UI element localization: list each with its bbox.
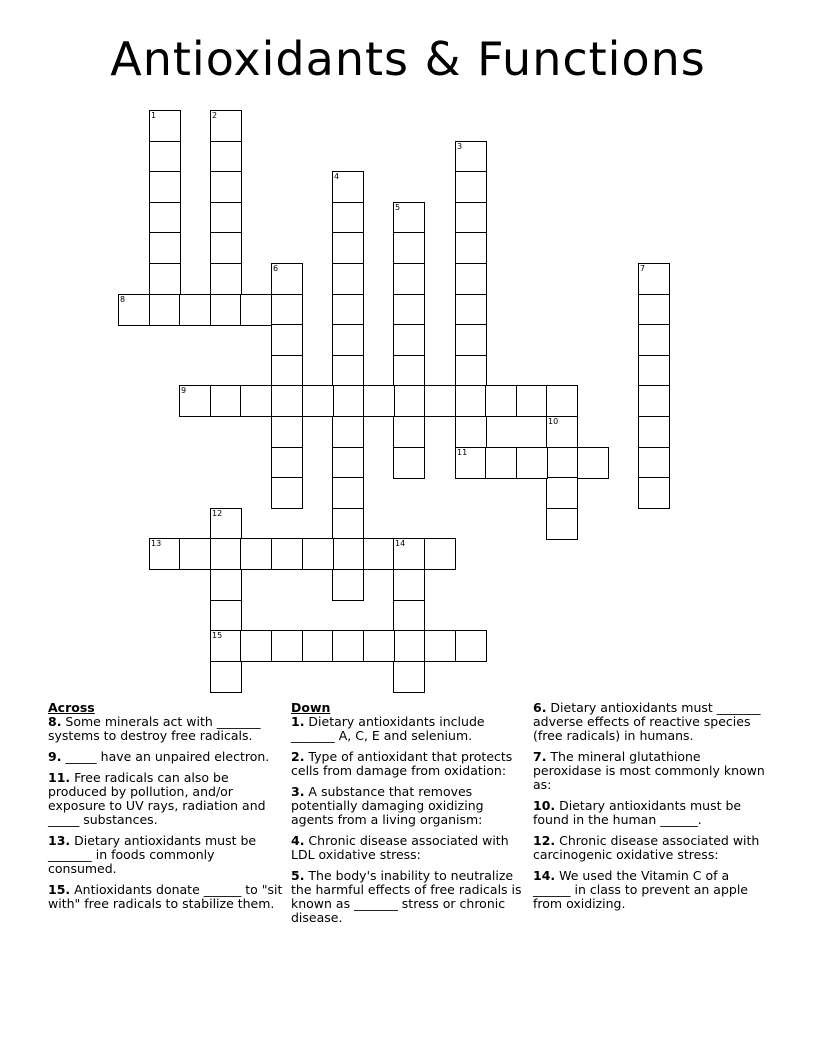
clue-item (48, 883, 284, 911)
clue-item (48, 834, 284, 876)
clue-number-label: 1. (291, 714, 305, 729)
grid-cell[interactable] (363, 630, 395, 662)
clue-number-label: 14. (533, 868, 556, 883)
grid-cell[interactable] (577, 447, 609, 479)
grid-cell[interactable] (332, 202, 364, 234)
grid-cell[interactable] (393, 569, 425, 601)
grid-cell[interactable] (332, 294, 364, 326)
grid-cell[interactable] (332, 324, 364, 356)
grid-cell[interactable] (393, 630, 425, 662)
clue-number-label: 11. (48, 770, 71, 785)
grid-cell[interactable] (363, 385, 395, 417)
clue-number-label: 13. (48, 833, 71, 848)
grid-cell[interactable] (455, 324, 487, 356)
clue-number: 15 (212, 631, 223, 640)
clue-text: The mineral glutathione peroxidase is most commonly known as: (533, 749, 765, 792)
clue-number-label: 6. (533, 700, 547, 715)
clue-number: 5 (395, 203, 401, 212)
grid-cell[interactable] (149, 141, 181, 173)
grid-cell[interactable] (485, 385, 517, 417)
clue-number-label: 4. (291, 833, 305, 848)
clue-number-label: 2. (291, 749, 305, 764)
grid-cell[interactable] (332, 232, 364, 264)
grid-cell[interactable] (210, 508, 242, 540)
clue-text: Antioxidants donate ______ to "sit with" free radicals to stabilize them. (48, 882, 283, 911)
grid-cell[interactable] (455, 263, 487, 295)
grid-cell[interactable] (393, 324, 425, 356)
grid-cell[interactable] (271, 630, 303, 662)
clue-number-label: 8. (48, 714, 62, 729)
grid-cell[interactable] (638, 416, 670, 448)
clue-text: We used the Vitamin C of a ______ in class to prevent an apple from oxidizing. (533, 868, 748, 911)
grid-cell[interactable] (332, 385, 364, 417)
clue-item (291, 785, 525, 827)
clue-text: _____ have an unpaired electron. (61, 749, 270, 764)
grid-cell[interactable] (393, 232, 425, 264)
grid-cell[interactable] (149, 232, 181, 264)
grid-cell[interactable] (210, 294, 242, 326)
grid-cell[interactable] (210, 263, 242, 295)
grid-cell[interactable] (332, 538, 364, 570)
clue-text: Dietary antioxidants include _______ A, C, E and selenium. (291, 714, 485, 743)
clue-text: Chronic disease associated with LDL oxidative stress: (291, 833, 509, 862)
grid-cell[interactable] (149, 538, 181, 570)
grid-cell[interactable] (240, 538, 272, 570)
grid-cell[interactable] (149, 171, 181, 203)
across-heading: Across (48, 700, 95, 715)
grid-cell[interactable] (240, 385, 272, 417)
grid-cell[interactable] (393, 263, 425, 295)
clue-text: Dietary antioxidants must be _______ in foods commonly consumed. (48, 833, 257, 876)
clue-number-label: 5. (291, 868, 305, 883)
grid-cell[interactable] (638, 477, 670, 509)
grid-cell[interactable] (210, 630, 242, 662)
clue-item (533, 834, 768, 862)
grid-cell[interactable] (638, 263, 670, 295)
clue-number-label: 9. (48, 749, 62, 764)
grid-cell[interactable] (516, 447, 548, 479)
grid-cell[interactable] (393, 600, 425, 632)
clue-number-label: 12. (533, 833, 556, 848)
clue-text: Some minerals act with _______ systems to destroy free radicals. (48, 714, 261, 743)
puzzle-title: Antioxidants & Functions (110, 32, 706, 86)
grid-cell[interactable] (210, 232, 242, 264)
grid-cell[interactable] (302, 538, 334, 570)
grid-cell[interactable] (271, 416, 303, 448)
grid-cell[interactable] (271, 324, 303, 356)
grid-cell[interactable] (363, 538, 395, 570)
grid-cell[interactable] (546, 477, 578, 509)
grid-cell[interactable] (271, 355, 303, 387)
grid-cell[interactable] (638, 385, 670, 417)
clue-number-label: 3. (291, 784, 305, 799)
grid-cell[interactable] (210, 569, 242, 601)
clue-number-label: 15. (48, 882, 71, 897)
grid-cell[interactable] (638, 355, 670, 387)
clue-text: The body's inability to neutralize the harmful effects of free radicals is known as _______ stress or chronic disease. (291, 868, 522, 925)
grid-cell[interactable] (393, 447, 425, 479)
grid-cell[interactable] (455, 355, 487, 387)
clue-number: 10 (548, 417, 559, 426)
grid-cell[interactable] (455, 294, 487, 326)
grid-cell[interactable] (393, 416, 425, 448)
grid-cell[interactable] (546, 416, 578, 448)
grid-cell[interactable] (546, 447, 578, 479)
grid-cell[interactable] (210, 538, 242, 570)
clue-text: A substance that removes potentially damaging oxidizing agents from a living organism: (291, 784, 484, 827)
down-clues-column-2 (533, 701, 768, 918)
grid-cell[interactable] (179, 385, 211, 417)
grid-cell[interactable] (210, 171, 242, 203)
grid-cell[interactable] (302, 385, 334, 417)
clue-item (48, 750, 284, 764)
grid-cell[interactable] (149, 202, 181, 234)
grid-cell[interactable] (393, 385, 425, 417)
grid-cell[interactable] (332, 569, 364, 601)
clue-number: 7 (640, 264, 646, 273)
grid-cell[interactable] (393, 661, 425, 693)
grid-cell[interactable] (210, 661, 242, 693)
grid-cell[interactable] (149, 110, 181, 142)
clue-item (291, 715, 525, 743)
grid-cell[interactable] (179, 538, 211, 570)
grid-cell[interactable] (638, 324, 670, 356)
grid-cell[interactable] (546, 508, 578, 540)
clue-number-label: 7. (533, 749, 547, 764)
grid-cell[interactable] (149, 263, 181, 295)
clue-text: Free radicals can also be produced by pollution, and/or exposure to UV rays, radiation and _____ substances. (48, 770, 266, 827)
clue-number: 14 (395, 539, 406, 548)
grid-cell[interactable] (455, 141, 487, 173)
clue-number: 13 (151, 539, 162, 548)
grid-cell[interactable] (455, 232, 487, 264)
clue-item (291, 750, 525, 778)
grid-cell[interactable] (455, 416, 487, 448)
grid-cell[interactable] (638, 447, 670, 479)
grid-cell[interactable] (393, 355, 425, 387)
clue-item (48, 771, 284, 827)
grid-cell[interactable] (271, 538, 303, 570)
down-clues-column-1 (291, 701, 525, 932)
clue-text: Chronic disease associated with carcinogenic oxidative stress: (533, 833, 760, 862)
clue-item (533, 869, 768, 911)
clue-number: 11 (457, 448, 468, 457)
grid-cell[interactable] (210, 141, 242, 173)
grid-cell[interactable] (393, 294, 425, 326)
grid-cell[interactable] (332, 447, 364, 479)
clue-text: Dietary antioxidants must _______ adverse effects of reactive species (free radicals) in humans. (533, 700, 761, 743)
grid-cell[interactable] (118, 294, 150, 326)
grid-cell[interactable] (546, 385, 578, 417)
grid-cell[interactable] (332, 508, 364, 540)
across-clues (48, 701, 284, 918)
clue-item (533, 750, 768, 792)
grid-cell[interactable] (210, 202, 242, 234)
grid-cell[interactable] (455, 447, 487, 479)
clue-number: 1 (151, 111, 157, 120)
clue-number: 3 (457, 142, 463, 151)
down-heading: Down (291, 700, 331, 715)
grid-cell[interactable] (455, 385, 487, 417)
clue-number-label: 10. (533, 798, 556, 813)
grid-cell[interactable] (210, 110, 242, 142)
clue-item (533, 799, 768, 827)
grid-cell[interactable] (393, 202, 425, 234)
clue-item (533, 701, 768, 743)
clue-item (48, 715, 284, 743)
grid-cell[interactable] (271, 263, 303, 295)
grid-cell[interactable] (455, 630, 487, 662)
grid-cell[interactable] (332, 171, 364, 203)
grid-cell[interactable] (240, 294, 272, 326)
clue-text: Dietary antioxidants must be found in the human ______. (533, 798, 742, 827)
clue-text: Type of antioxidant that protects cells from damage from oxidation: (291, 749, 513, 778)
grid-cell[interactable] (393, 538, 425, 570)
grid-cell[interactable] (332, 416, 364, 448)
grid-cell[interactable] (332, 630, 364, 662)
grid-cell[interactable] (332, 477, 364, 509)
grid-cell[interactable] (424, 385, 456, 417)
grid-cell[interactable] (240, 630, 272, 662)
grid-cell[interactable] (424, 630, 456, 662)
grid-cell[interactable] (179, 294, 211, 326)
clue-number: 6 (273, 264, 279, 273)
grid-cell[interactable] (302, 630, 334, 662)
clue-number: 8 (120, 295, 126, 304)
grid-cell[interactable] (455, 202, 487, 234)
clue-number: 2 (212, 111, 218, 120)
clue-number: 4 (334, 172, 340, 181)
clue-number: 12 (212, 509, 223, 518)
clue-item (291, 869, 525, 925)
grid-cell[interactable] (332, 263, 364, 295)
clue-item (291, 834, 525, 862)
grid-cell[interactable] (210, 385, 242, 417)
grid-cell[interactable] (424, 538, 456, 570)
grid-cell[interactable] (332, 355, 364, 387)
grid-cell[interactable] (149, 294, 181, 326)
grid-cell[interactable] (485, 447, 517, 479)
grid-cell[interactable] (271, 447, 303, 479)
grid-cell[interactable] (271, 477, 303, 509)
clue-number: 9 (181, 386, 187, 395)
grid-cell[interactable] (455, 171, 487, 203)
grid-cell[interactable] (516, 385, 548, 417)
grid-cell[interactable] (271, 385, 303, 417)
grid-cell[interactable] (210, 600, 242, 632)
grid-cell[interactable] (638, 294, 670, 326)
grid-cell[interactable] (271, 294, 303, 326)
